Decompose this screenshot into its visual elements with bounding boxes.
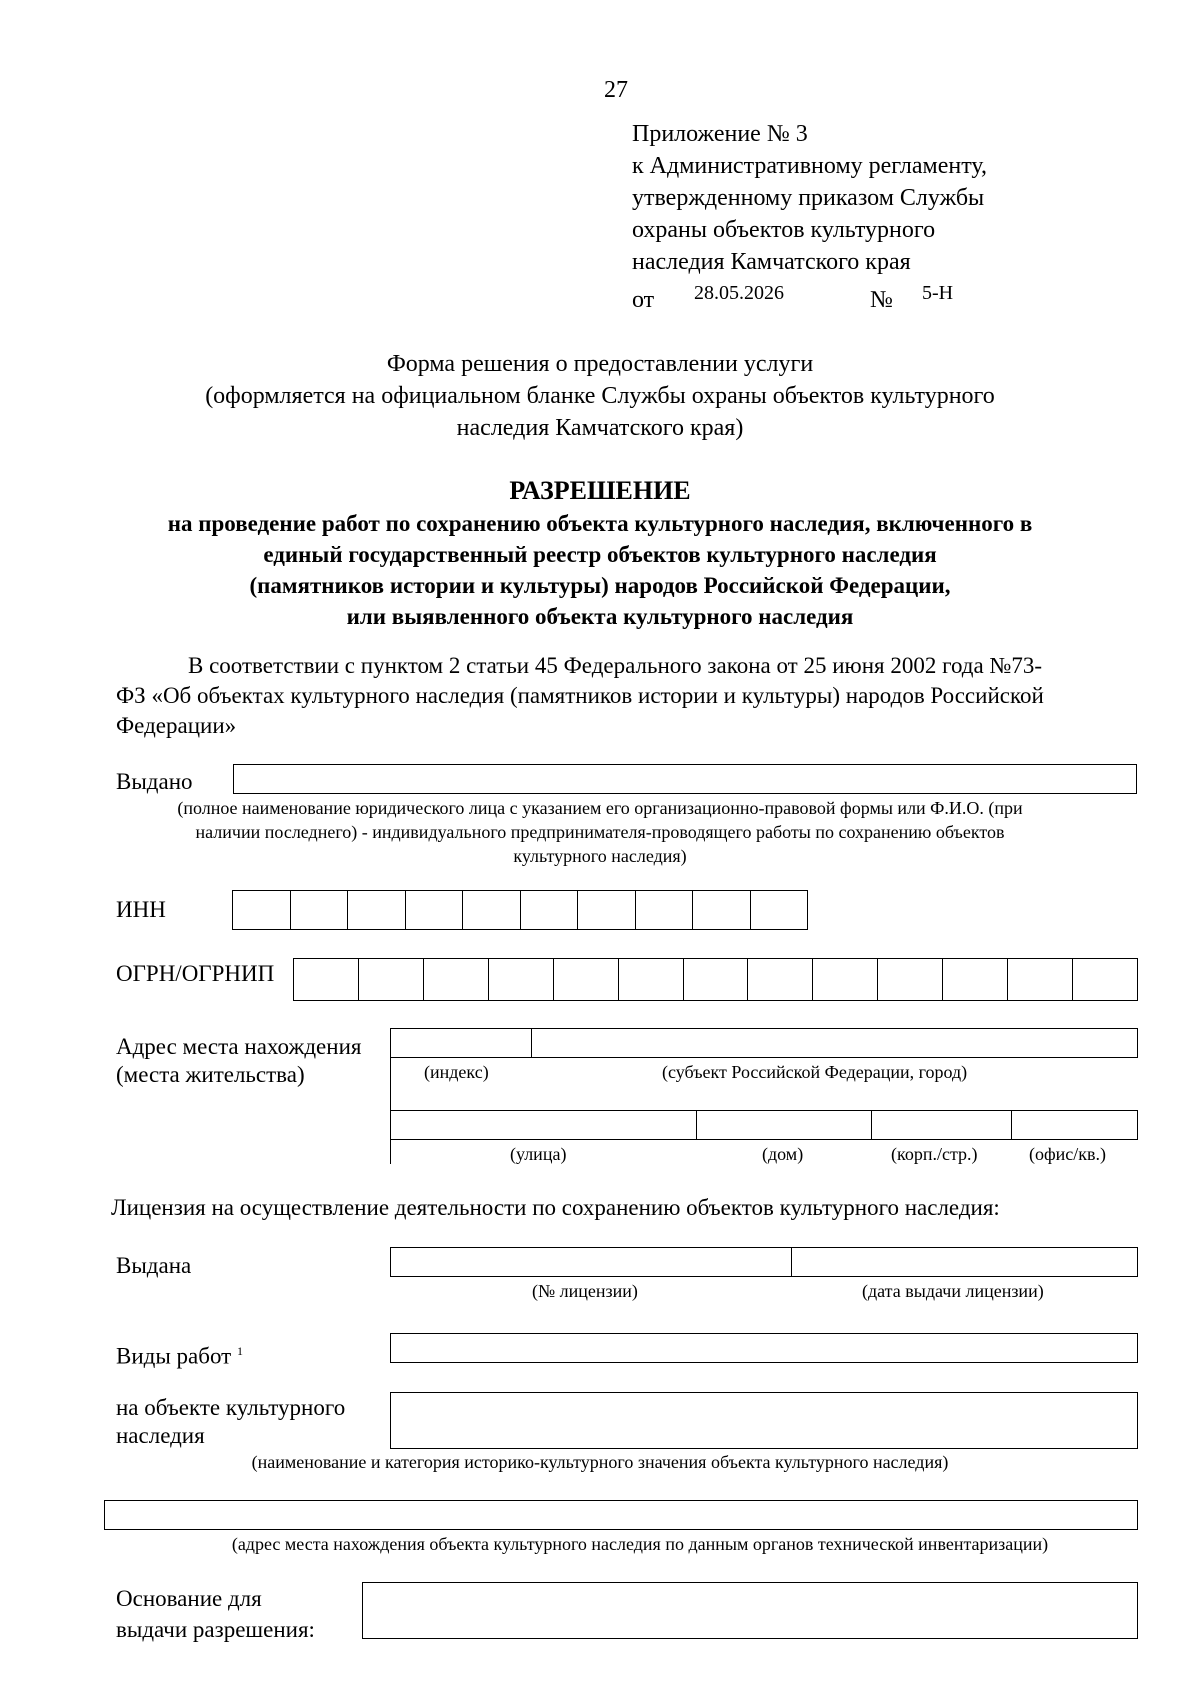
- form-intro: [100, 348, 1100, 444]
- basis-line-1: В соответствии с пунктом 2 статьи 45 Федерального закона от 25 июня 2002 года №73-: [188, 653, 1043, 678]
- ogrn-digit-cell[interactable]: [619, 958, 684, 1001]
- grounds-label-2: выдачи разрешения:: [116, 1617, 315, 1642]
- address-index-field[interactable]: [390, 1028, 533, 1058]
- issued-to-hint-2: наличии последнего) - индивидуального предпринимателя-проводящего работы по сохранению объектов: [195, 822, 1005, 842]
- object-address-field[interactable]: [104, 1500, 1138, 1530]
- ogrn-digit-cell[interactable]: [294, 958, 359, 1001]
- basis-line-2: ФЗ «Об объектах культурного наследия (памятников истории и культуры) народов Российской: [116, 683, 1044, 708]
- form-intro-line-3: наследия Камчатского края): [456, 415, 744, 441]
- ogrn-digit-cell[interactable]: [359, 958, 424, 1001]
- address-house-hint: (дом): [762, 1144, 804, 1164]
- license-number-field[interactable]: [390, 1247, 793, 1277]
- work-types-label-text: Виды работ: [116, 1343, 232, 1369]
- appendix-line-1: Приложение № 3: [632, 121, 808, 147]
- object-hint: (наименование и категория историко-культурного значения объекта культурного наследия): [251, 1452, 949, 1472]
- document-title: [80, 474, 1120, 632]
- inn-digit-cell[interactable]: [693, 890, 751, 930]
- ogrn-digit-cell[interactable]: [554, 958, 619, 1001]
- appendix-block: [632, 118, 987, 278]
- title-line-1: на проведение работ по сохранению объекта культурного наследия, включенного в: [167, 511, 1033, 536]
- appendix-line-2: к Административному регламенту,: [632, 153, 987, 179]
- ogrn-digit-cell[interactable]: [684, 958, 749, 1001]
- address-building-hint: (корп./стр.): [891, 1144, 978, 1164]
- appendix-number-label: №: [870, 287, 893, 313]
- license-date-field[interactable]: [791, 1247, 1138, 1277]
- page-number: 27: [604, 77, 628, 103]
- appendix-line-5: наследия Камчатского края: [632, 249, 911, 275]
- address-house-field[interactable]: [696, 1110, 873, 1140]
- address-office-field[interactable]: [1011, 1110, 1138, 1140]
- address-label-2: (места жительства): [116, 1062, 305, 1087]
- grounds-label-1: Основание для: [116, 1586, 262, 1611]
- license-number-hint: (№ лицензии): [532, 1281, 638, 1301]
- ogrn-digit-cell[interactable]: [943, 958, 1008, 1001]
- object-label-2: наследия: [116, 1423, 205, 1448]
- appendix-line-4: охраны объектов культурного: [632, 217, 936, 243]
- title-main: РАЗРЕШЕНИЕ: [509, 476, 691, 505]
- appendix-line-3: утвержденному приказом Службы: [632, 185, 985, 211]
- address-region-hint: (субъект Российской Федерации, город): [662, 1062, 968, 1082]
- license-heading: Лицензия на осуществление деятельности по сохранению объектов культурного наследия:: [111, 1195, 1000, 1220]
- issued-to-field[interactable]: [233, 764, 1137, 794]
- inn-digit-cell[interactable]: [463, 890, 521, 930]
- inn-digit-cell[interactable]: [521, 890, 579, 930]
- issued-to-hint: [100, 796, 1100, 868]
- inn-digit-cell[interactable]: [751, 890, 809, 930]
- ogrn-label: ОГРН/ОГРНИП: [116, 961, 275, 986]
- ogrn-digit-cell[interactable]: [489, 958, 554, 1001]
- form-intro-line-1: Форма решения о предоставлении услуги: [386, 351, 814, 377]
- address-building-field[interactable]: [871, 1110, 1013, 1140]
- inn-cells[interactable]: [232, 890, 808, 930]
- license-issued-label: Выдана: [116, 1253, 192, 1278]
- inn-digit-cell[interactable]: [636, 890, 694, 930]
- inn-digit-cell[interactable]: [578, 890, 636, 930]
- inn-digit-cell[interactable]: [233, 890, 291, 930]
- ogrn-digit-cell[interactable]: [1073, 958, 1138, 1001]
- issued-to-hint-3: культурного наследия): [513, 846, 687, 866]
- work-types-label: [116, 1337, 243, 1371]
- ogrn-digit-cell[interactable]: [748, 958, 813, 1001]
- ogrn-digit-cell[interactable]: [878, 958, 943, 1001]
- ogrn-digit-cell[interactable]: [1008, 958, 1073, 1001]
- object-address-hint: (адрес места нахождения объекта культурного наследия по данным органов технической инвентаризации): [231, 1534, 1049, 1554]
- inn-label: ИНН: [116, 897, 166, 922]
- inn-digit-cell[interactable]: [291, 890, 349, 930]
- address-region-field[interactable]: [531, 1028, 1138, 1058]
- address-street-hint: (улица): [510, 1144, 567, 1164]
- object-label-1: на объекте культурного: [116, 1395, 346, 1420]
- ogrn-digit-cell[interactable]: [424, 958, 489, 1001]
- issued-to-hint-1: (полное наименование юридического лица с указанием его организационно-правовой формы или Ф.И.О. (при: [177, 798, 1023, 818]
- work-types-footnote: 1: [236, 1344, 243, 1358]
- form-intro-line-2: (оформляется на официальном бланке Службы охраны объектов культурного: [205, 383, 995, 409]
- address-index-hint: (индекс): [424, 1062, 489, 1082]
- title-line-3: (памятников истории и культуры) народов Российской Федерации,: [249, 573, 951, 598]
- license-date-hint: (дата выдачи лицензии): [862, 1281, 1044, 1301]
- grounds-field[interactable]: [362, 1582, 1138, 1639]
- title-line-4: или выявленного объекта культурного наследия: [346, 604, 854, 629]
- title-line-2: единый государственный реестр объектов культурного наследия: [263, 542, 937, 567]
- appendix-date: 28.05.2026: [694, 282, 784, 304]
- address-office-hint: (офис/кв.): [1029, 1144, 1107, 1164]
- object-field[interactable]: [390, 1392, 1138, 1449]
- inn-digit-cell[interactable]: [348, 890, 406, 930]
- appendix-from-label: от: [632, 287, 655, 313]
- inn-digit-cell[interactable]: [406, 890, 464, 930]
- appendix-number: 5-Н: [922, 282, 954, 304]
- basis-line-3: Федерации»: [116, 713, 237, 738]
- issued-to-label: Выдано: [116, 769, 193, 794]
- ogrn-cells[interactable]: [293, 958, 1138, 1001]
- ogrn-digit-cell[interactable]: [813, 958, 878, 1001]
- address-street-field[interactable]: [390, 1110, 698, 1140]
- work-types-field[interactable]: [390, 1333, 1138, 1363]
- address-label-1: Адрес места нахождения: [116, 1034, 362, 1059]
